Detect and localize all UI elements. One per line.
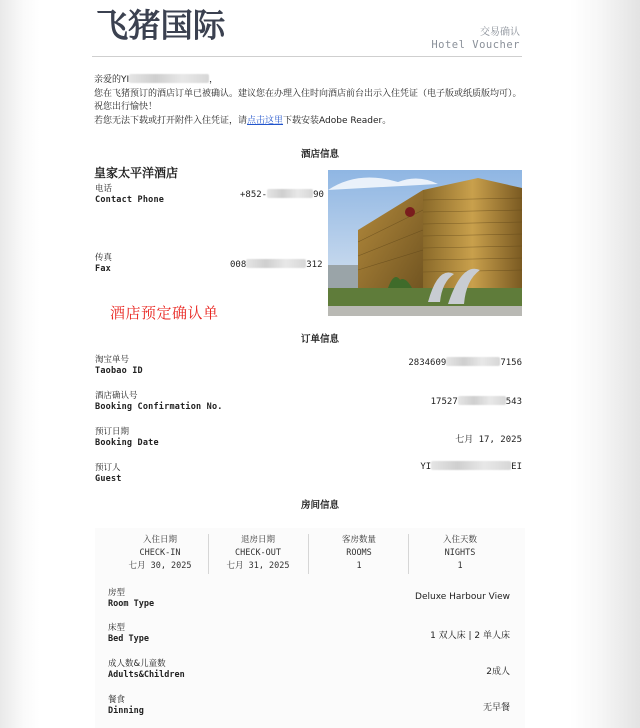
hotel-photo [328, 170, 522, 316]
taobao-id-label: 淘宝单号 Taobao ID [95, 355, 143, 376]
room-type-value: Deluxe Harbour View [415, 592, 510, 602]
redacted-name [129, 74, 209, 83]
meal-label: 餐食 Dinning [108, 695, 144, 716]
scan-shadow-right [570, 0, 640, 728]
bed-type-value: 1 双人床 | 2 单人床 [430, 631, 510, 641]
fliggy-logo [92, 4, 252, 44]
column-divider [408, 534, 409, 574]
redacted-taobao-id [446, 357, 500, 366]
booking-confirmation-value: 17527 543 [430, 397, 522, 407]
confirmation-stamp: 酒店预定确认单 [110, 304, 219, 322]
svg-text:飞猪国际: 飞猪国际 [95, 6, 226, 44]
column-divider [208, 534, 209, 574]
room-type-label: 房型 Room Type [108, 588, 155, 609]
voucher-title-cn: 交易确认 [480, 27, 520, 38]
intro-text [94, 74, 524, 128]
intro-line-2: 若您无法下载或打开附件入住凭证，请点击这里下载安装Adobe Reader。 [94, 115, 392, 126]
phone-value: +852- 90 [240, 190, 324, 200]
fax-value: 008 312 [230, 260, 323, 270]
guest-label: 预订人 Guest [95, 463, 122, 484]
bed-type-label: 床型 Bed Type [108, 623, 149, 644]
meal-value: 无早餐 [482, 703, 510, 713]
intro-line-1: 您在飞猪预订的酒店订单已被确认。建议您在办理入住时向酒店前台出示入住凭证（电子版或纸质版均可）。祝您出行愉快！ [94, 88, 522, 112]
redacted-confirmation [458, 396, 506, 405]
booking-date-value: 七月 17, 2025 [455, 435, 522, 445]
redacted-fax [246, 259, 306, 268]
room-section-title: 房间信息 [300, 500, 339, 511]
redacted-guest [431, 461, 511, 470]
rooms-value: 1 [356, 561, 362, 571]
booking-date-label: 预订日期 Booking Date [95, 427, 159, 448]
fax-label: 传真 Fax [95, 253, 113, 274]
booking-confirmation-label: 酒店确认号 Booking Confirmation No. [95, 391, 223, 412]
taobao-id-value: 2834609 7156 [408, 358, 522, 368]
rooms-column: 客房数量 ROOMS 1 [318, 534, 400, 573]
hotel-name: 皇家太平洋酒店 [94, 166, 179, 180]
phone-label: 电话 Contact Phone [95, 184, 165, 205]
greeting: 亲爱的YI ， [94, 75, 219, 85]
redacted-phone [267, 189, 313, 198]
nights-column: 入住天数 NIGHTS 1 [420, 534, 500, 573]
check-out-value: 七月 31, 2025 [226, 561, 290, 571]
hotel-section-title: 酒店信息 [300, 149, 339, 160]
download-reader-link[interactable]: 点击这里 [247, 115, 284, 126]
order-section-title: 订单信息 [300, 334, 339, 345]
occupancy-value: 2成人 [486, 667, 510, 677]
voucher-title-en: Hotel Voucher [431, 39, 520, 51]
scan-shadow-left [0, 0, 40, 728]
occupancy-label: 成人数&儿童数 Adults&Children [108, 659, 185, 680]
nights-value: 1 [457, 561, 463, 571]
check-out-column: 退房日期 CHECK-OUT 七月 31, 2025 [214, 534, 302, 573]
guest-value: YI EI [420, 462, 522, 472]
voucher-heading [431, 26, 520, 52]
check-in-value: 七月 30, 2025 [128, 561, 192, 571]
header-divider [92, 56, 522, 57]
check-in-column: 入住日期 CHECK-IN 七月 30, 2025 [118, 534, 202, 573]
column-divider [308, 534, 309, 574]
